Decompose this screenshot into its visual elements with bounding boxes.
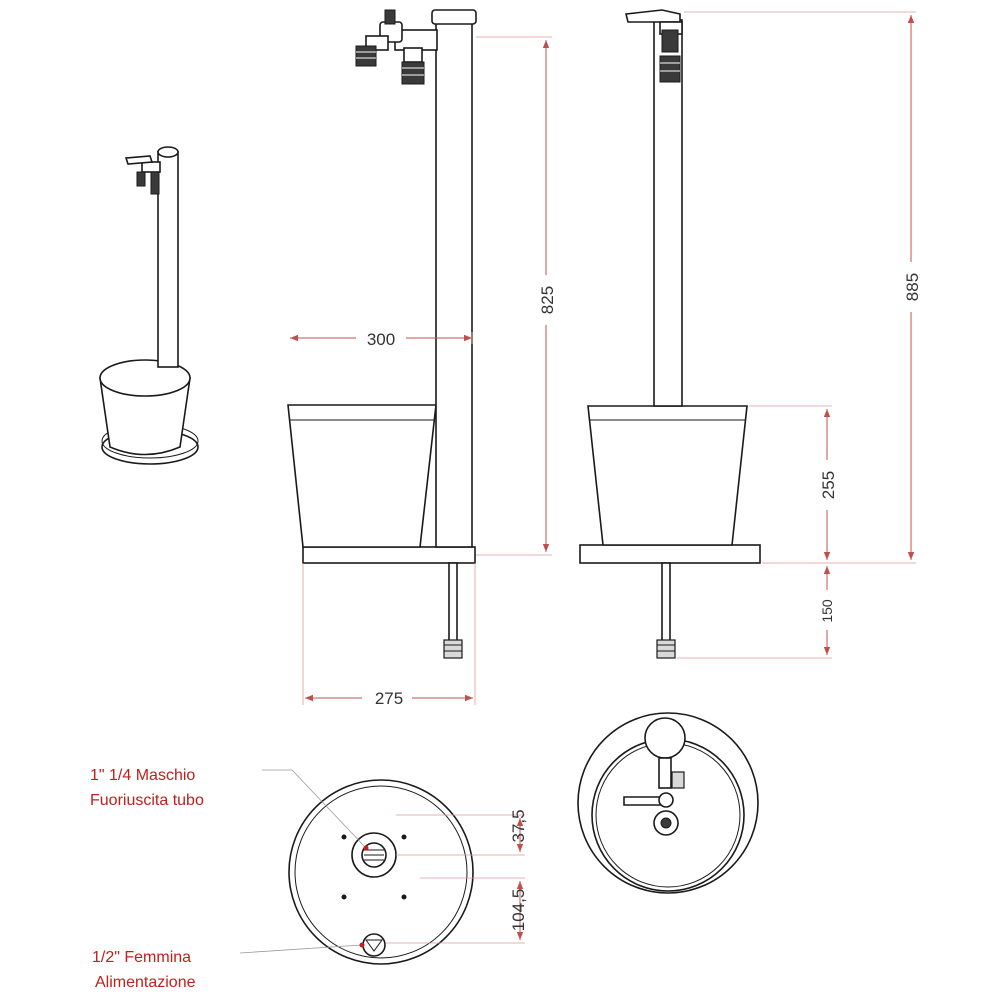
outlet-note-line2: Fuoriuscita tubo [90, 792, 204, 809]
front-bowl [288, 405, 436, 547]
dim-300-label: 300 [366, 330, 396, 349]
side-inlet-pipe [662, 563, 670, 643]
top-view [578, 713, 758, 893]
front-inlet-pipe [449, 563, 457, 643]
outlet-note-line1: 1" 1/4 Maschio [90, 767, 196, 784]
dim-104-5-label: 104,5 [509, 888, 528, 932]
dim-255 [749, 406, 838, 560]
front-tap-icon [356, 10, 437, 84]
dim-275-label: 275 [374, 689, 404, 708]
dim-255-label: 255 [819, 470, 838, 500]
dim-150-label: 150 [819, 599, 835, 623]
bottom-view [289, 780, 473, 964]
front-column [436, 20, 472, 547]
dim-825 [476, 37, 558, 555]
perspective-column [158, 152, 178, 367]
top-column-circle [645, 718, 685, 758]
dim-885-label: 885 [903, 272, 922, 302]
inlet-note-line2: Alimentazione [95, 974, 196, 991]
dim-150 [677, 566, 836, 658]
dim-825-label: 825 [538, 285, 557, 315]
side-bowl [588, 406, 747, 545]
front-base-plate [303, 547, 475, 563]
perspective-tap-icon [126, 156, 160, 194]
dim-37-5-label: 37,5 [509, 809, 528, 843]
bottom-inlet-fitting [363, 934, 385, 956]
side-base-plate [580, 545, 760, 563]
side-view [580, 10, 760, 658]
perspective-view [100, 147, 198, 464]
inlet-note-line1: 1/2" Femmina [92, 949, 192, 966]
